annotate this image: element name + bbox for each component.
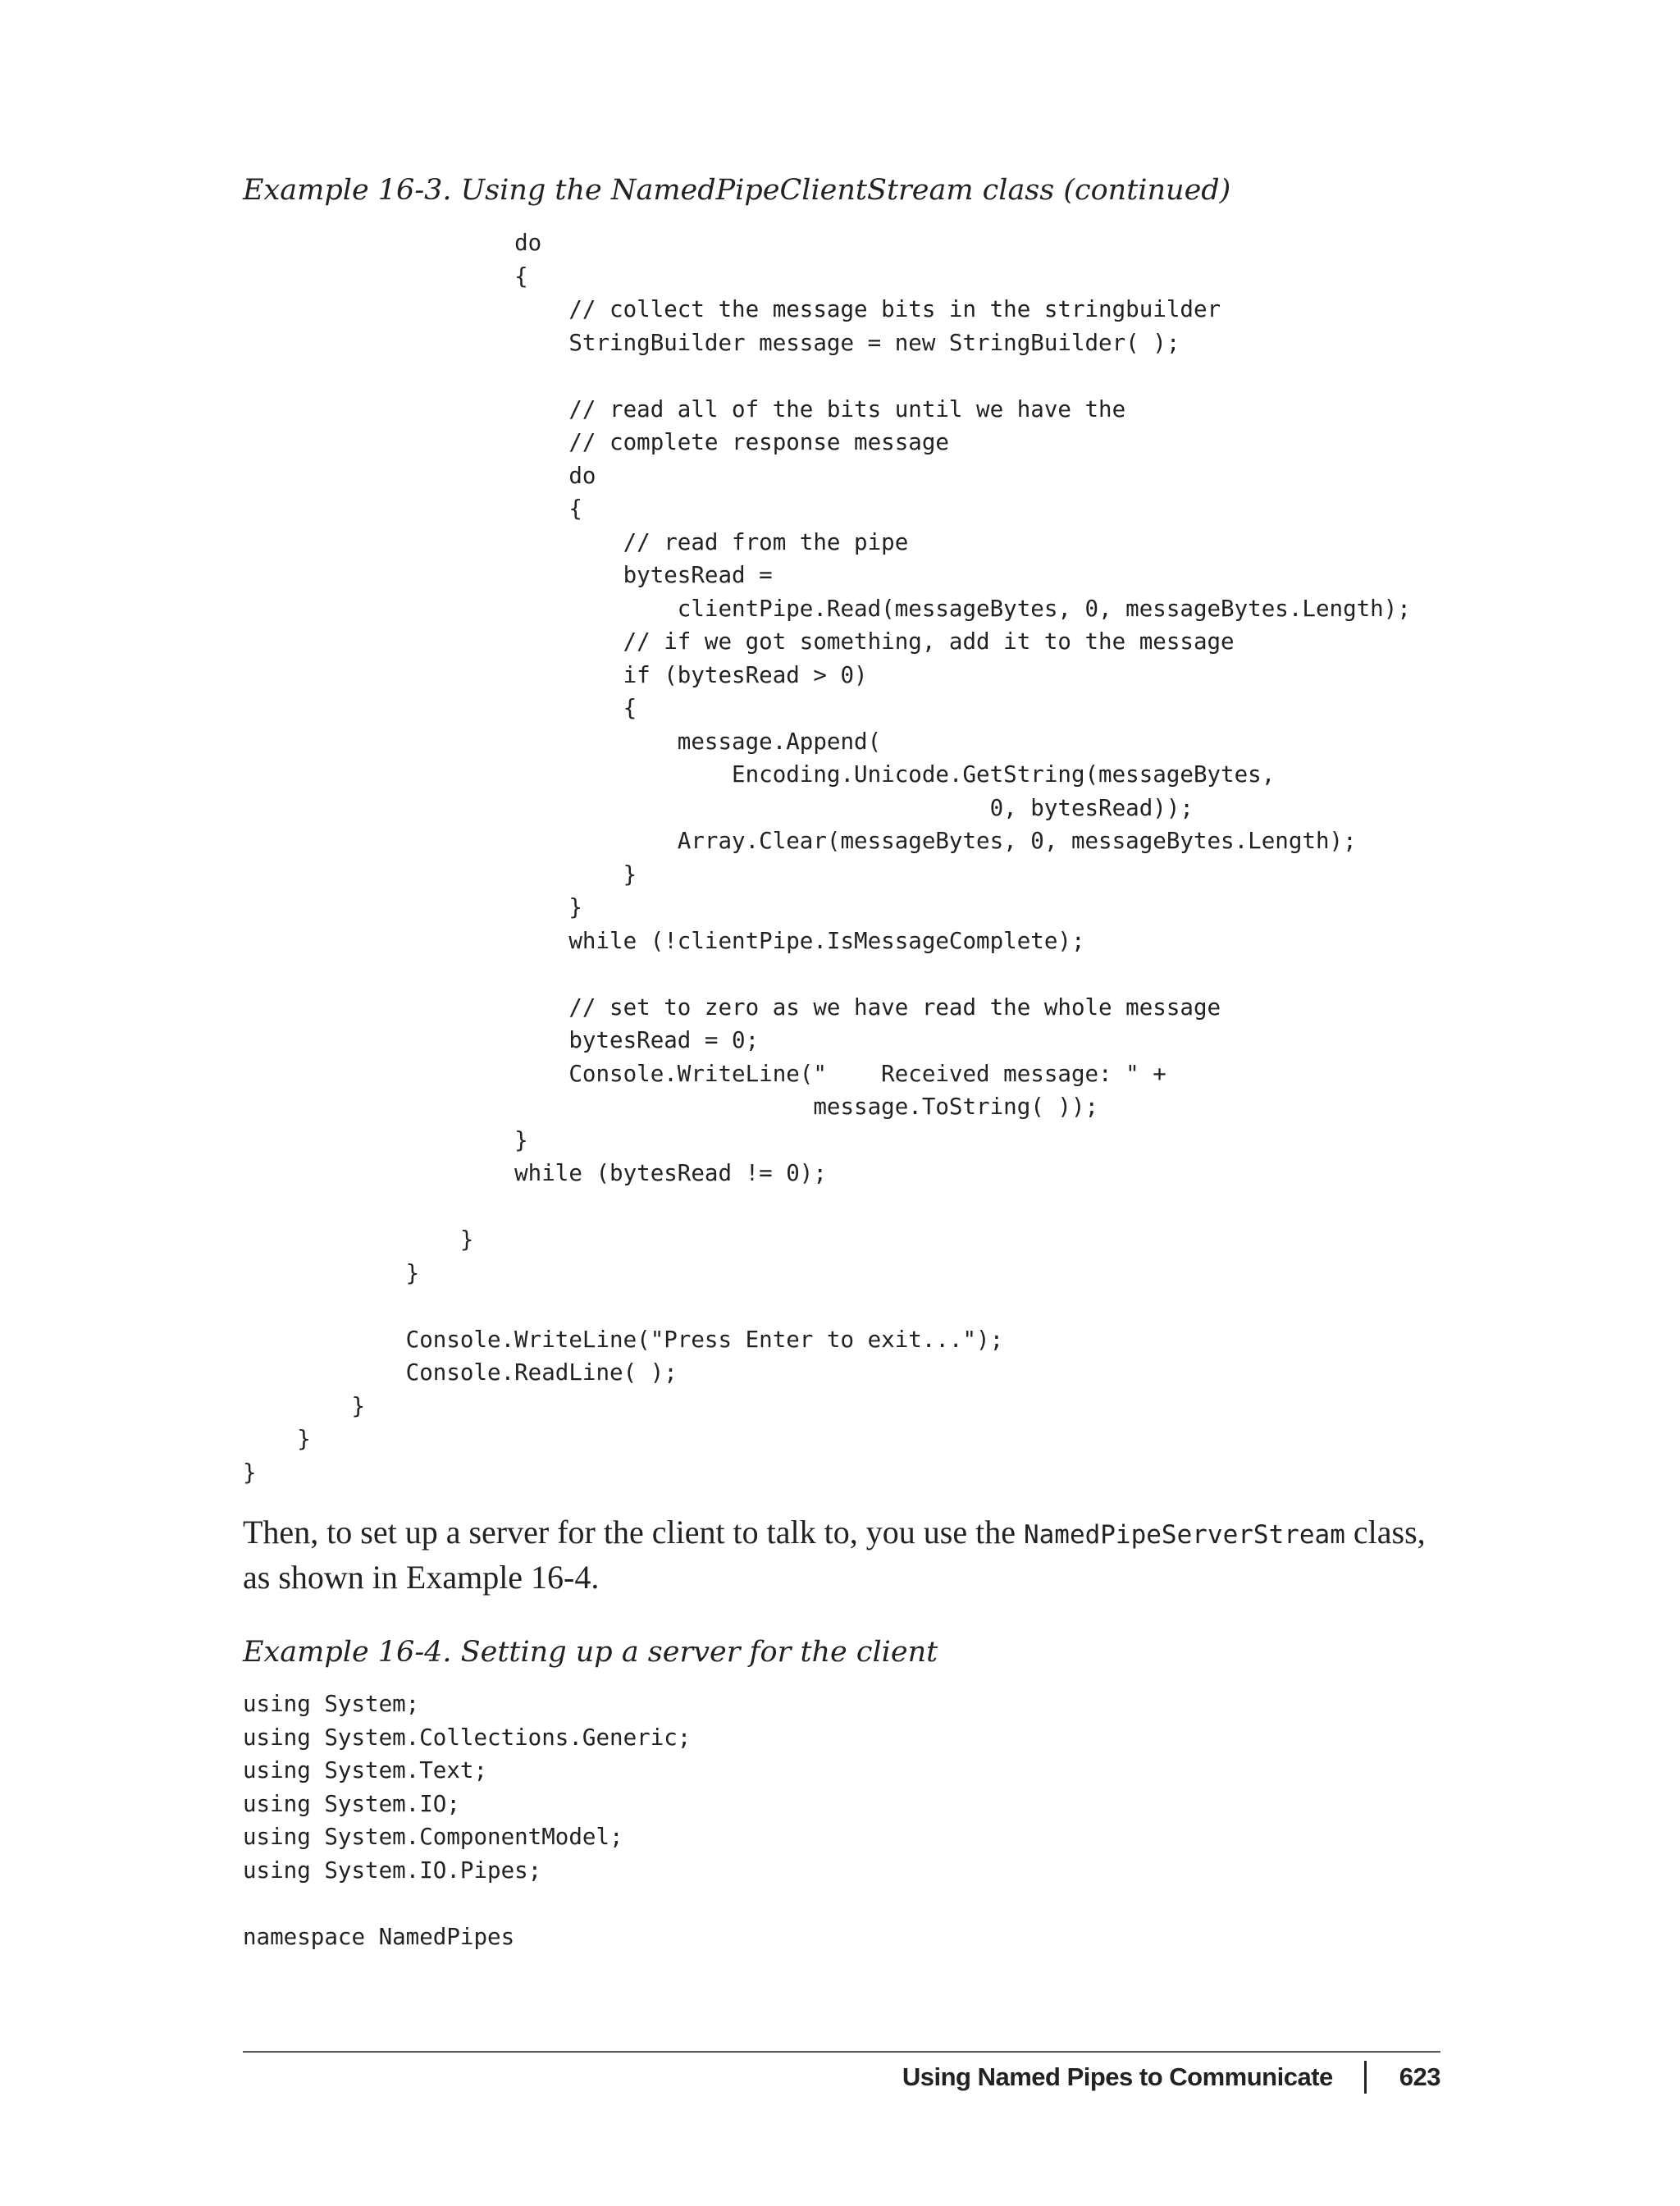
footer-separator (1364, 2061, 1367, 2094)
page-number: 623 (1399, 2062, 1440, 2091)
example-16-3-code-listing: do { // collect the message bits in the stringbuilder StringBuilder message = new StringBuilder( ); // read all of the bits until we have the // complete response message do { // read from the pipe bytesRead = clientPipe.Read(messageBytes, 0, messageBytes.Length); // if we got something, add it to the message if (bytesRead > 0) { message.Append( Encoding.Unicode.GetString(messageBytes, 0, bytesRead)); Array.Clear(messageBytes, 0, messageBytes.Length); } } while (!clientPipe.IsMessageComplete); // set to zero as we have read the whole message bytesRead = 0; Console.WriteLine(" Received message: " + message.ToString( )); } while (bytesRead != 0); } } Console.WriteLine("Press Enter to exit..."); Console.ReadLine( ); } } } (243, 230, 1411, 1486)
example-16-3-caption: Example 16-3. Using the NamedPipeClientStream class (continued) (243, 174, 1231, 207)
footer-divider (243, 2051, 1440, 2053)
footer-section-title: Using Named Pipes to Communicate (902, 2062, 1333, 2091)
paragraph-text-before: Then, to set up a server for the client to talk to, you use the (243, 1514, 1024, 1551)
page-footer (902, 2061, 1440, 2094)
body-paragraph (243, 1511, 1440, 1598)
paragraph-text-after: class, as shown in Example 16-4. (243, 1514, 1426, 1596)
inline-code-term: NamedPipeServerStream (1023, 1520, 1345, 1550)
example-16-4-caption: Example 16-4. Setting up a server for the client (243, 1636, 938, 1669)
example-16-4-code-listing: using System; using System.Collections.Generic; using System.Text; using System.IO; using System.ComponentModel; using System.IO.Pipes; namespace NamedPipes (243, 1691, 692, 1950)
